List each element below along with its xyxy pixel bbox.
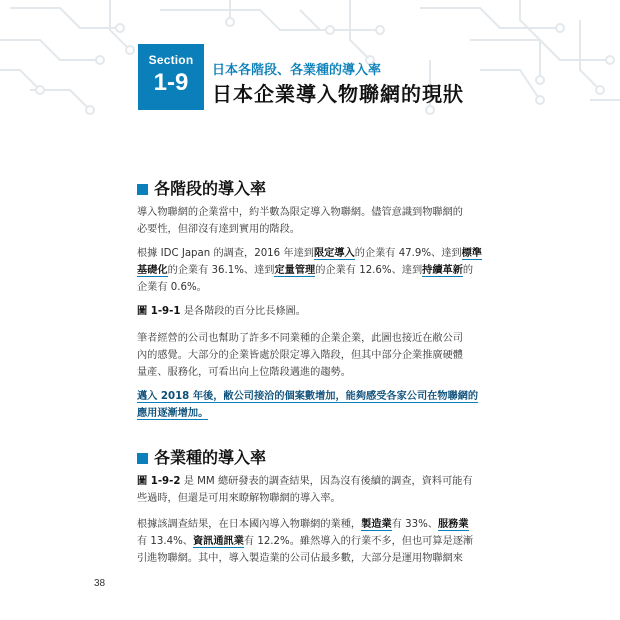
term-limited-adoption: 限定導入 (313, 248, 355, 259)
term-service: 服務業 (437, 519, 469, 530)
page-number: 38 (94, 578, 106, 589)
square-bullet-icon (137, 453, 148, 464)
square-bullet-icon (137, 184, 148, 195)
section-number: 1-9 (153, 69, 189, 96)
section-word: Section (148, 53, 194, 67)
figure-ref-1-9-1: 圖 1-9-1 (137, 306, 181, 317)
heading-stage-adoption: 各階段的導入率 (137, 176, 266, 199)
paragraph-figure-ref-1: 圖 1-9-1 是各階段的百分比長條圖。 (137, 306, 306, 317)
section-badge (138, 44, 204, 110)
paragraph-author-company: 筆者經營的公司也幫助了許多不同業種的企業企業，此圖也接近在敝公司 內的感覺。大部分的企業皆處於限定導入階段，但其中部分企業推廣硬體 量產、服務化，可看出向上位階段邁進的趨勢。 (137, 333, 463, 378)
term-quantitative-management: 定量管理 (274, 265, 316, 276)
term-standard: 標準 (461, 248, 482, 259)
emphasis-2018: 邁入 2018 年後，敝公司接洽的個案數增加，能夠感受各家公司在物聯網的 應用逐漸增加。 (137, 391, 479, 419)
figure-ref-1-9-2: 圖 1-9-2 (137, 476, 181, 487)
paragraph-idc-survey: 根據 IDC Japan 的調查，2016 年達到限定導入的企業有 47.9%、達到標準 基礎化的企業有 36.1%、達到定量管理的企業有 12.6%、達到持續革新的 企業有 0.6%。 (137, 248, 482, 293)
term-manufacturing: 製造業 (361, 519, 392, 530)
page-title: 日本企業導入物聯網的現狀 (212, 82, 464, 106)
term-continuous-innovation: 持續革新 (422, 265, 463, 276)
section-header (138, 44, 588, 110)
section-subtitle: 日本各階段、各業種的導入率 (212, 63, 382, 78)
paragraph-intro: 導入物聯網的企業當中，約半數為限定導入物聯網。儘管意識到物聯網的 必要性，但卻沒有達到實用的階段。 (137, 207, 463, 235)
term-basic: 基礎化 (137, 265, 168, 276)
term-ict: 資訊通訊業 (192, 536, 244, 547)
heading-industry-adoption: 各業種的導入率 (137, 445, 266, 468)
paragraph-mm-survey: 圖 1-9-2 是 MM 總研發表的調查結果，因為沒有後續的調查，資料可能有 些過時，但還是可用來瞭解物聯網的導入率。 (137, 476, 473, 504)
paragraph-industry-results: 根據該調查結果，在日本國內導入物聯網的業種，製造業有 33%、服務業 有 13.4%、資訊通訊業有 12.2%。雖然導入的行業不多，但也可算是逐漸 引進物聯網。其中，導入製造業的公司佔最多數，大部分是運用物聯網來 (137, 519, 474, 564)
